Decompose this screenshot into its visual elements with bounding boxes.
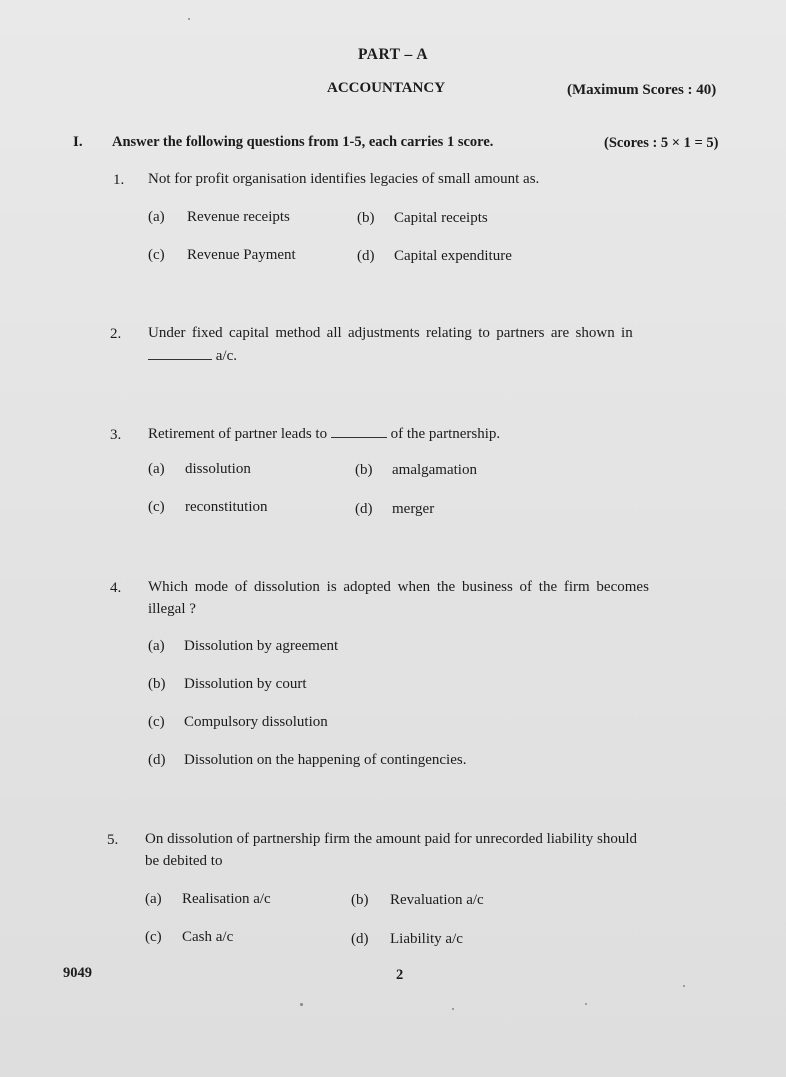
section-number: I. bbox=[73, 134, 83, 150]
question-text-line2: be debited to bbox=[145, 853, 223, 869]
answer-blank bbox=[331, 423, 387, 438]
option-label: (a) bbox=[148, 461, 165, 477]
option-text: Revaluation a/c bbox=[390, 892, 484, 908]
option-text: Compulsory dissolution bbox=[184, 714, 328, 730]
option-text: Revenue receipts bbox=[187, 209, 290, 225]
option-text: Revenue Payment bbox=[187, 247, 296, 263]
maximum-scores: (Maximum Scores : 40) bbox=[567, 82, 717, 98]
option-label: (a) bbox=[148, 638, 165, 654]
answer-blank bbox=[148, 345, 212, 360]
section-instruction: Answer the following questions from 1-5, each carries 1 score. bbox=[112, 134, 494, 150]
option-label: (c) bbox=[145, 929, 162, 945]
option-label: (a) bbox=[148, 209, 165, 225]
option-text: Dissolution on the happening of contingencies. bbox=[184, 752, 467, 768]
option-label: (c) bbox=[148, 247, 165, 263]
question-text-prefix: Retirement of partner leads to bbox=[148, 426, 328, 442]
option-label: (d) bbox=[355, 501, 373, 517]
option-label: (d) bbox=[148, 752, 166, 768]
question-text-line2 bbox=[148, 345, 237, 368]
paper-code: 9049 bbox=[63, 965, 92, 981]
option-label: (d) bbox=[357, 248, 375, 264]
option-label: (c) bbox=[148, 499, 165, 515]
question-text-line2: illegal ? bbox=[148, 601, 196, 617]
scan-speck bbox=[188, 18, 190, 20]
option-text: Dissolution by court bbox=[184, 676, 307, 692]
question-text-suffix: of the partnership. bbox=[390, 426, 501, 442]
scan-speck bbox=[300, 1003, 303, 1006]
question-number: 4. bbox=[110, 580, 122, 596]
question-text-suffix: a/c. bbox=[215, 348, 237, 364]
question-text: On dissolution of partnership firm the amount paid for unrecorded liability should bbox=[145, 831, 637, 847]
question-number: 5. bbox=[107, 832, 119, 848]
option-label: (b) bbox=[351, 892, 369, 908]
option-text: amalgamation bbox=[392, 462, 477, 478]
question-number: 2. bbox=[110, 326, 122, 342]
option-text: merger bbox=[392, 501, 435, 517]
option-label: (b) bbox=[148, 676, 166, 692]
option-label: (c) bbox=[148, 714, 165, 730]
scan-speck bbox=[683, 985, 685, 987]
option-text: Capital expenditure bbox=[394, 248, 512, 264]
option-text: Capital receipts bbox=[394, 210, 488, 226]
option-text: Liability a/c bbox=[390, 931, 463, 947]
question-number: 1. bbox=[113, 172, 125, 188]
option-text: dissolution bbox=[185, 461, 251, 477]
question-number: 3. bbox=[110, 427, 122, 443]
scan-speck bbox=[452, 1008, 454, 1010]
option-label: (b) bbox=[357, 210, 375, 226]
question-text: Under fixed capital method all adjustments relating to partners are shown in bbox=[148, 325, 633, 341]
question-text: Which mode of dissolution is adopted when the business of the firm becomes bbox=[148, 579, 649, 595]
part-heading: PART – A bbox=[357, 46, 429, 63]
option-text: Realisation a/c bbox=[182, 891, 271, 907]
section-scores: (Scores : 5 × 1 = 5) bbox=[604, 135, 719, 151]
page-number: 2 bbox=[396, 967, 404, 983]
option-text: Dissolution by agreement bbox=[184, 638, 339, 654]
subject-title: ACCOUNTANCY bbox=[327, 80, 446, 96]
question-text: Not for profit organisation identifies legacies of small amount as. bbox=[148, 171, 540, 187]
option-label: (d) bbox=[351, 931, 369, 947]
option-label: (b) bbox=[355, 462, 373, 478]
option-label: (a) bbox=[145, 891, 162, 907]
option-text: Cash a/c bbox=[182, 929, 234, 945]
question-text bbox=[148, 423, 500, 446]
scan-speck bbox=[585, 1003, 587, 1005]
option-text: reconstitution bbox=[185, 499, 268, 515]
